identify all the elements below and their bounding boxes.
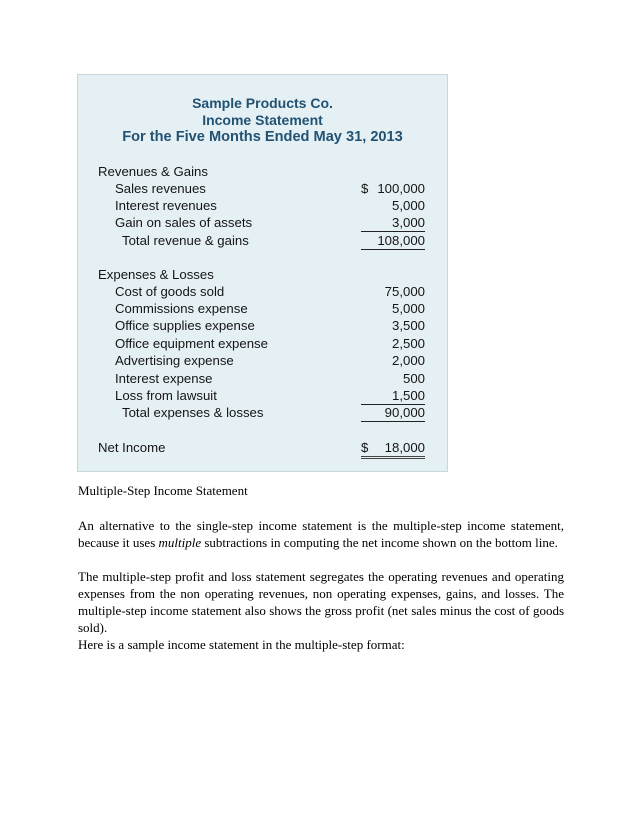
section-heading-revenues: Revenues & Gains [98,164,208,179]
line-item-amount: 3,500 [391,318,425,333]
line-item-amount: 75,000 [384,284,425,299]
line-item [78,197,447,214]
paragraph-segregation: The multiple-step profit and loss statement segregates the operating revenues and operating expenses from the non operating revenues, non operating expenses, gains, and losses. The multiple-step income statement also shows the gross profit (net sales minus the cost of goods sold). [78,569,564,635]
line-item-amount: 2,000 [391,353,425,368]
total-label: Total revenue & gains [122,233,249,248]
total-expenses-row [78,404,447,421]
line-item [78,352,447,369]
section-heading-expenses: Expenses & Losses [98,267,214,282]
line-item-amount: 2,500 [391,336,425,351]
net-income-row [78,439,447,456]
total-revenue-row [78,232,447,249]
line-item [78,214,447,231]
line-item-amount: $ 100,000 [361,181,425,196]
line-item-amount: 1,500 [361,387,425,405]
line-item [78,283,447,300]
line-item [78,387,447,404]
line-item-label: Advertising expense [115,353,234,368]
line-item [78,335,447,352]
line-item-label: Commissions expense [115,301,248,316]
line-item-label: Office supplies expense [115,318,255,333]
paragraph-sample-intro: Here is a sample income statement in the multiple-step format: [78,637,405,652]
figure-caption: Multiple-Step Income Statement [78,483,248,498]
net-income-label: Net Income [98,440,166,455]
line-item-amount: 500 [402,371,425,386]
total-amount: 108,000 [361,232,425,250]
income-statement-figure [77,74,448,472]
total-amount: 90,000 [361,404,425,422]
line-item-label: Office equipment expense [115,336,268,351]
statement-title: Income Statement [202,112,323,128]
line-item [78,317,447,334]
line-item-amount: 5,000 [391,198,425,213]
paragraph-alternative: An alternative to the single-step income statement is the multiple-step income statement, because it uses multiple subtractions in computing the net income shown on the bottom line. [78,518,564,550]
line-item-label: Sales revenues [115,181,206,196]
statement-period: For the Five Months Ended May 31, 2013 [122,129,403,145]
line-item-label: Gain on sales of assets [115,215,253,230]
line-item-label: Interest revenues [115,198,217,213]
line-item-amount: 3,000 [361,214,425,232]
line-item-label: Loss from lawsuit [115,388,217,403]
line-item [78,180,447,197]
total-label: Total expenses & losses [122,405,264,420]
company-name: Sample Products Co. [192,95,333,111]
line-item-label: Cost of goods sold [115,284,225,299]
line-item [78,370,447,387]
line-item [78,300,447,317]
net-income-amount: $ 18,000 [361,439,425,459]
line-item-label: Interest expense [115,371,213,386]
line-item-amount: 5,000 [391,301,425,316]
